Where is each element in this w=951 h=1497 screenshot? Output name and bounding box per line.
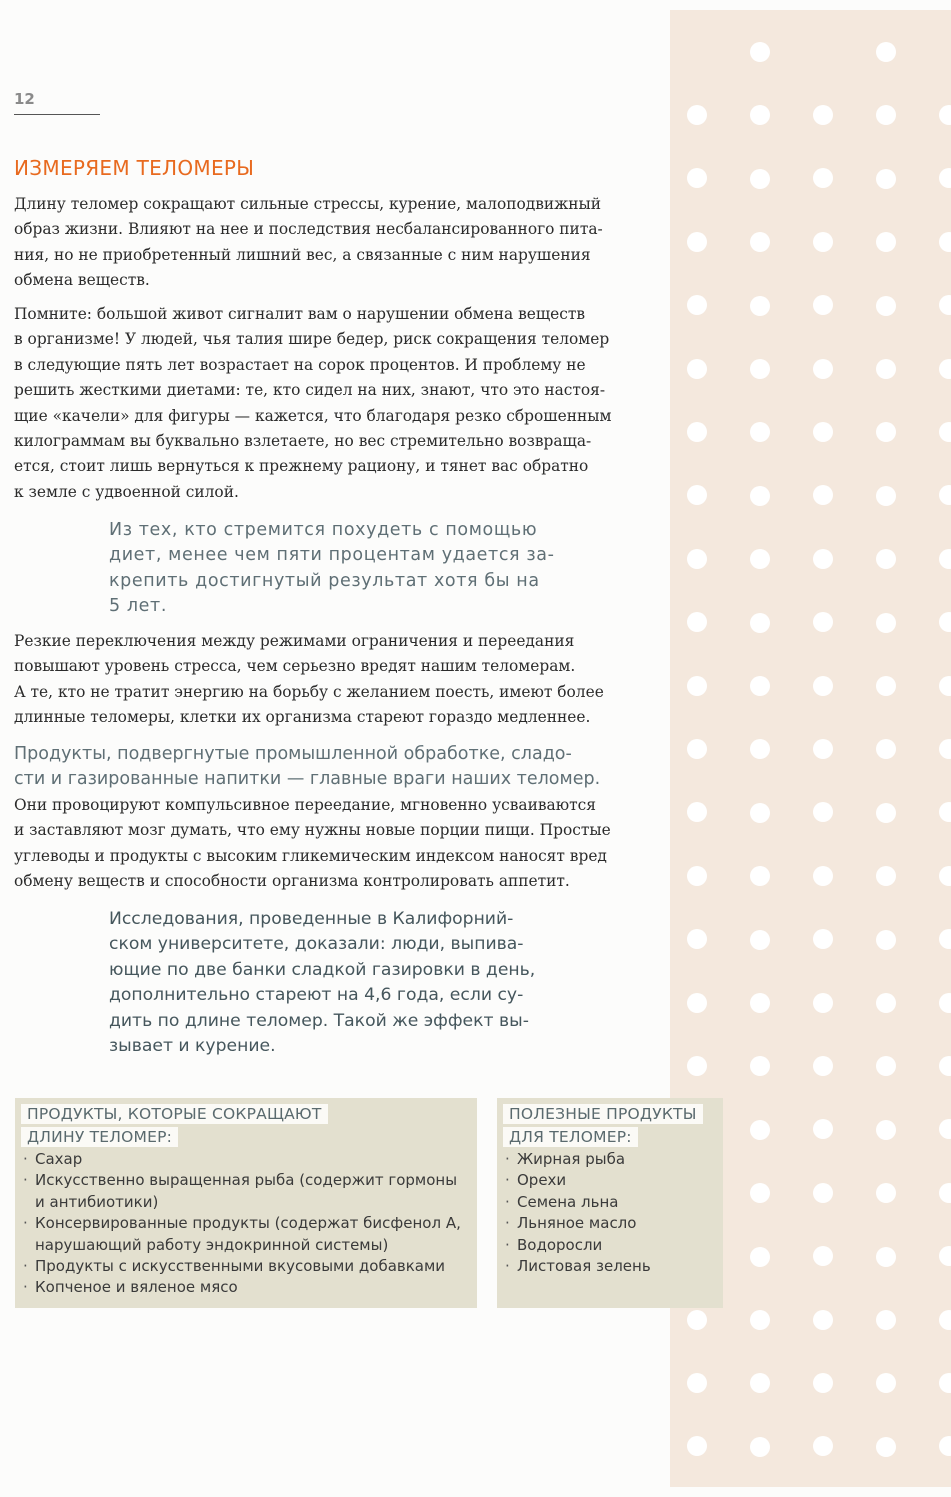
decorative-dot <box>750 930 770 950</box>
decorative-dot <box>750 1183 770 1203</box>
decorative-dot <box>939 866 951 886</box>
box-title-line: ДЛИНУ ТЕЛОМЕР: <box>21 1127 178 1147</box>
decorative-dot <box>813 295 833 315</box>
list-item: · Водоросли <box>497 1235 723 1256</box>
decorative-dot <box>813 1373 833 1393</box>
decorative-dot <box>876 42 896 62</box>
text-line: решить жесткими диетами: те, кто сидел на них, знают, что это настоя- <box>14 381 606 400</box>
pull-quote-1 <box>109 518 579 620</box>
quote-line: 5 лет. <box>109 596 168 617</box>
decorative-dot <box>750 676 770 696</box>
decorative-dot <box>876 1310 896 1330</box>
box-title-line: ПОЛЕЗНЫЕ ПРОДУКТЫ <box>503 1104 703 1124</box>
decorative-dot <box>750 1310 770 1330</box>
decorative-dot <box>687 422 707 442</box>
decorative-dot <box>687 485 707 505</box>
box-title-line: ПРОДУКТЫ, КОТОРЫЕ СОКРАЩАЮТ <box>21 1104 328 1124</box>
decorative-dot <box>750 296 770 316</box>
decorative-dot <box>687 1436 707 1456</box>
text-line: А те, кто не тратит энергию на борьбу с желанием поесть, имеют более <box>14 682 604 701</box>
page-number: 12 <box>14 90 35 108</box>
decorative-dot <box>876 1437 896 1457</box>
lead-line: сти и газированные напитки — главные враги наших теломер. <box>14 769 601 790</box>
decorative-dot <box>876 1247 896 1267</box>
decorative-dot <box>813 232 833 252</box>
decorative-dot <box>687 359 707 379</box>
decorative-dot <box>939 802 951 822</box>
decorative-dot <box>876 486 896 506</box>
harmful-products-box <box>15 1098 477 1308</box>
section-heading: ИЗМЕРЯЕМ ТЕЛОМЕРЫ <box>14 156 255 180</box>
page-number-rule <box>14 114 100 115</box>
paragraph-3 <box>14 629 654 731</box>
decorative-dot <box>687 676 707 696</box>
quote-line: ском университете, доказали: люди, выпива- <box>109 934 524 955</box>
text-line: Длину теломер сокращают сильные стрессы, курение, малоподвижный <box>14 195 602 213</box>
decorative-dot <box>750 866 770 886</box>
decorative-dot <box>939 929 951 949</box>
decorative-dot <box>687 866 707 886</box>
box-title-line: ДЛЯ ТЕЛОМЕР: <box>503 1127 638 1147</box>
decorative-dot <box>813 866 833 886</box>
decorative-dot <box>876 232 896 252</box>
decorative-dot <box>876 803 896 823</box>
decorative-dot <box>687 232 707 252</box>
quote-line: Из тех, кто стремится похудеть с помощью <box>109 520 538 540</box>
decorative-dot <box>939 1056 951 1076</box>
decorative-dot <box>687 549 707 569</box>
quote-line: диет, менее чем пяти процентам удается за- <box>109 545 555 566</box>
decorative-dot <box>750 1056 770 1076</box>
decorative-dot <box>813 929 833 949</box>
decorative-dot <box>750 105 770 125</box>
decorative-dot <box>813 549 833 569</box>
decorative-dot <box>750 422 770 442</box>
text-line: повышают уровень стресса, чем серьезно вредят нашим теломерам. <box>14 657 576 676</box>
text-line: в следующие пять лет возрастает на сорок процентов. И проблему не <box>14 355 586 374</box>
decorative-dot <box>939 168 951 188</box>
decorative-dot <box>750 993 770 1013</box>
quote-line: зывает и курение. <box>109 1036 276 1057</box>
decorative-dot <box>939 105 951 125</box>
list-item: · Искусственно выращенная рыба (содержит гормоны <box>15 1170 477 1191</box>
decorative-dot <box>939 1436 951 1456</box>
healthy-products-box <box>497 1098 723 1308</box>
list-item: · Консервированные продукты (содержат бисфенол А, <box>15 1213 477 1234</box>
paragraph-1 <box>14 192 654 294</box>
decorative-dot <box>939 485 951 505</box>
healthy-products-list <box>497 1149 723 1277</box>
decorative-dot <box>687 802 707 822</box>
text-line: и заставляют мозг думать, что ему нужны новые порции пищи. Простые <box>14 821 611 840</box>
harmful-products-list <box>15 1149 477 1299</box>
list-item: · Орехи <box>497 1170 723 1191</box>
decorative-dot <box>939 1310 951 1330</box>
decorative-dot <box>750 359 770 379</box>
decorative-dot <box>876 105 896 125</box>
text-line: обмена веществ. <box>14 271 150 290</box>
text-line: щие «качели» для фигуры — кажется, что благодаря резко сброшенным <box>14 406 612 425</box>
decorative-dot <box>687 612 707 632</box>
lead-line: Продукты, подвергнутые промышленной обработке, сладо- <box>14 744 572 764</box>
decorative-dot <box>939 359 951 379</box>
decorative-dot <box>750 169 770 189</box>
decorative-dot <box>939 295 951 315</box>
decorative-dot <box>750 739 770 759</box>
paragraph-4 <box>14 742 654 894</box>
decorative-dot <box>687 1056 707 1076</box>
decorative-dot <box>876 613 896 633</box>
decorative-dot <box>813 485 833 505</box>
text-line: к земле с удвоенной силой. <box>14 482 239 501</box>
decorative-dot <box>750 232 770 252</box>
decorative-dot <box>687 929 707 949</box>
decorative-dot <box>750 803 770 823</box>
decorative-dot <box>939 422 951 442</box>
decorative-dot <box>876 359 896 379</box>
decorative-dot <box>687 993 707 1013</box>
text-line: в организме! У людей, чья талия шире бедер, риск сокращения теломер <box>14 330 610 349</box>
list-item: · Сахар <box>15 1149 477 1170</box>
decorative-dot <box>876 549 896 569</box>
decorative-dot <box>876 866 896 886</box>
decorative-dot <box>876 296 896 316</box>
list-item: · Семена льна <box>497 1192 723 1213</box>
decorative-dot <box>876 930 896 950</box>
decorative-dot <box>813 1183 833 1203</box>
decorative-dot <box>813 1056 833 1076</box>
decorative-dot <box>876 739 896 759</box>
text-line: Резкие переключения между режимами ограничения и переедания <box>14 632 575 650</box>
decorative-dot <box>939 232 951 252</box>
quote-line: Исследования, проведенные в Калифорний- <box>109 909 514 929</box>
decorative-dot <box>687 168 707 188</box>
list-item: · Льняное масло <box>497 1213 723 1234</box>
list-item: · Копченое и вяленое мясо <box>15 1277 477 1298</box>
paragraph-2 <box>14 302 654 505</box>
decorative-dot <box>813 1310 833 1330</box>
decorative-dot <box>939 549 951 569</box>
decorative-dot <box>813 359 833 379</box>
decorative-dot <box>687 739 707 759</box>
text-line: углеводы и продукты с высоким гликемическим индексом наносят вред <box>14 846 607 865</box>
decorative-dot <box>939 993 951 1013</box>
decorative-dot <box>750 549 770 569</box>
text-line: килограммам вы буквально взлетаете, но вес стремительно возвраща- <box>14 432 592 451</box>
decorative-dot <box>939 1183 951 1203</box>
decorative-dot <box>876 1056 896 1076</box>
text-line: длинные теломеры, клетки их организма стареют гораздо медленнее. <box>14 708 591 727</box>
decorative-dot <box>813 993 833 1013</box>
decorative-dot <box>876 169 896 189</box>
list-item: · Листовая зелень <box>497 1256 723 1277</box>
decorative-dot <box>813 422 833 442</box>
quote-line: крепить достигнутый результат хотя бы на <box>109 570 540 591</box>
decorative-dot <box>876 1183 896 1203</box>
decorative-dot <box>939 1119 951 1139</box>
decorative-dot <box>813 739 833 759</box>
decorative-dot <box>813 612 833 632</box>
decorative-dot <box>813 1246 833 1266</box>
decorative-dot <box>813 802 833 822</box>
decorative-dot <box>750 1373 770 1393</box>
decorative-dot <box>876 1373 896 1393</box>
decorative-dot <box>750 1247 770 1267</box>
decorative-dot <box>813 1119 833 1139</box>
decorative-dot <box>813 1436 833 1456</box>
text-line: ется, стоит лишь вернуться к прежнему рациону, и тянет вас обратно <box>14 457 589 476</box>
text-line: ния, но не приобретенный лишний вес, а связанные с ним нарушения <box>14 245 591 264</box>
text-line: образ жизни. Влияют на нее и последствия несбалансированного пита- <box>14 220 603 239</box>
decorative-dot <box>750 613 770 633</box>
decorative-dot <box>876 993 896 1013</box>
decorative-dot <box>939 1373 951 1393</box>
text-line: Помните: большой живот сигналит вам о нарушении обмена веществ <box>14 305 586 323</box>
list-item-continuation: нарушающий работу эндокринной системы) <box>35 1235 389 1254</box>
decorative-dot <box>750 486 770 506</box>
decorative-dot <box>750 1120 770 1140</box>
decorative-dot <box>750 42 770 62</box>
quote-line: дить по длине теломер. Такой же эффект вы- <box>109 1010 529 1031</box>
list-item: · Жирная рыба <box>497 1149 723 1170</box>
list-item: · Продукты с искусственными вкусовыми добавками <box>15 1256 477 1277</box>
quote-line: ющие по две банки сладкой газировки в день, <box>109 959 536 980</box>
decorative-dot <box>687 295 707 315</box>
decorative-dot <box>939 739 951 759</box>
decorative-dot <box>687 105 707 125</box>
pull-quote-2 <box>109 907 579 1059</box>
decorative-dot <box>750 1437 770 1457</box>
quote-line: дополнительно стареют на 4,6 года, если су- <box>109 985 524 1006</box>
list-item-continuation: и антибиотики) <box>35 1192 159 1211</box>
decorative-dot <box>876 422 896 442</box>
decorative-dot <box>687 1373 707 1393</box>
decorative-dot <box>939 1246 951 1266</box>
decorative-dot <box>876 1120 896 1140</box>
decorative-dot <box>813 168 833 188</box>
text-line: Они провоцируют компульсивное переедание, мгновенно усваиваются <box>14 795 596 814</box>
decorative-dot <box>939 612 951 632</box>
decorative-dot <box>876 676 896 696</box>
decorative-dot <box>813 105 833 125</box>
text-line: обмену веществ и способности организма контролировать аппетит. <box>14 872 570 891</box>
decorative-dot <box>813 676 833 696</box>
decorative-dot <box>687 1310 707 1330</box>
decorative-dot <box>939 676 951 696</box>
